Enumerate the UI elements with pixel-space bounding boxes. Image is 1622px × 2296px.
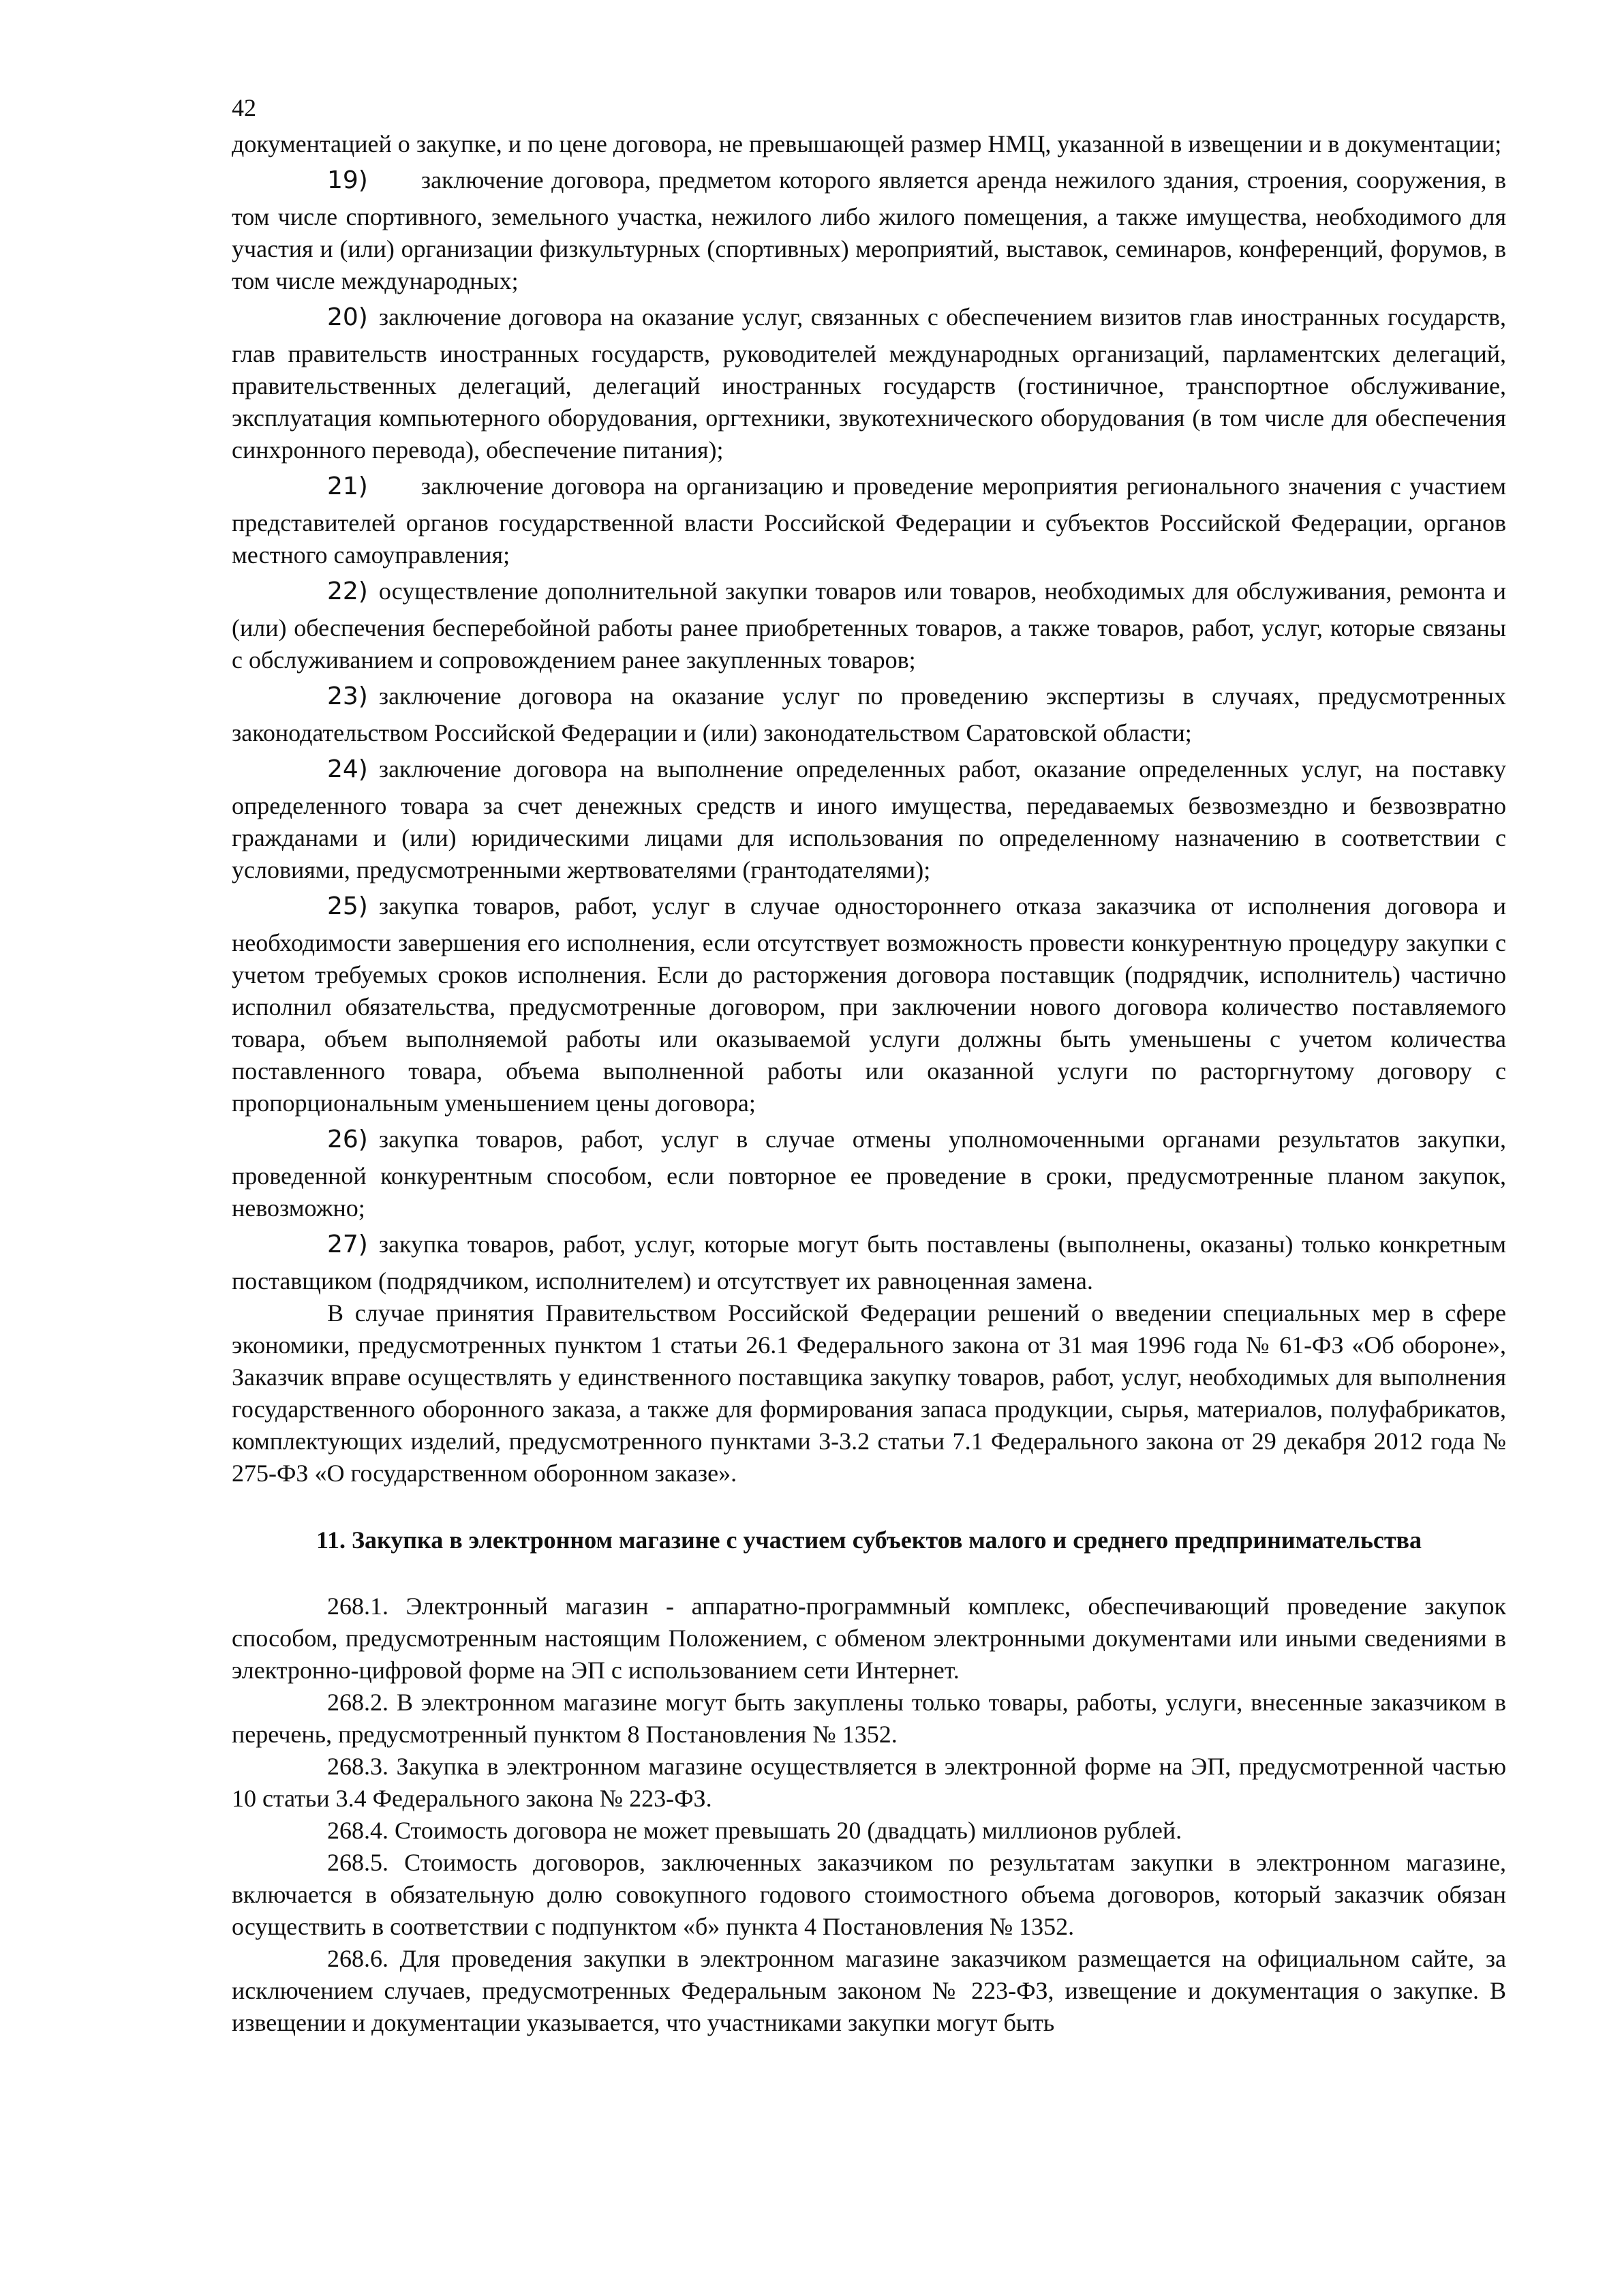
clause-268-4: 268.4. Стоимость договора не может превышать 20 (двадцать) миллионов рублей. (327, 1817, 1182, 1844)
item-number: 19) (327, 166, 368, 194)
item-number: 23) (327, 682, 368, 710)
clause-268-6: 268.6. Для проведения закупки в электронном магазине заказчиком размещается на официальном сайте, за исключением случаев, предусмотренных Федеральным законом № 223-ФЗ, извещение и документация о закупке. В извещении и документации указывается, что участниками закупки могут быть (232, 1945, 1506, 2036)
item-text: осуществление дополнительной закупки товаров или товаров, необходимых для обслуживания, ремонта и (или) обеспечения бесперебойной работы ранее приобретенных товаров, а также товаров, работ, услуг, которые связаны с обслуживанием и сопровождением ранее закупленных товаров; (232, 577, 1506, 674)
item-number: 27) (327, 1230, 368, 1258)
item-number: 24) (327, 755, 368, 783)
clause-268-1: 268.1. Электронный магазин - аппаратно-программный комплекс, обеспечивающий проведение закупок способом, предусмотренным настоящим Положением, с обменом электронными документами или иными сведениями в электронно-цифровой форме на ЭП с использованием сети Интернет. (232, 1592, 1506, 1684)
item-text: заключение договора, предметом которого является аренда нежилого здания, строения, сооружения, в том числе спортивного, земельного участка, нежилого либо жилого помещения, а также имущества, необходимого для участия и (или) организации физкультурных (спортивных) мероприятий, выставок, семинаров, конференций, форумов, в том числе международных; (232, 166, 1506, 294)
list-item-25 (232, 886, 1506, 1119)
item-number: 21) (327, 472, 368, 500)
item-number: 26) (327, 1126, 368, 1153)
intro-continuation: документацией о закупке, и по цене договора, не превышающей размер НМЦ, указанной в извещении и в документации; (232, 130, 1502, 157)
list-item-24 (232, 749, 1506, 886)
item-text: закупка товаров, работ, услуг в случае отмены уполномоченными органами результатов закупки, проведенной конкурентным способом, если повторное ее проведение в сроки, предусмотренные планом закупок, невозможно; (232, 1126, 1506, 1222)
clause-268-3: 268.3. Закупка в электронном магазине осуществляется в электронной форме на ЭП, предусмотренной частью 10 статьи 3.4 Федерального закона № 223-ФЗ. (232, 1753, 1506, 1812)
list-item-19 (232, 160, 1506, 297)
item-text: заключение договора на выполнение определенных работ, оказание определенных услуг, на поставку определенного товара за счет денежных средств и иного имущества, передаваемых безвозмездно и безвозвратно гражданами и (или) юридическими лицами для использования по определенному назначению в соответствии с условиями, предусмотренными жертвователями (грантодателями); (232, 755, 1506, 883)
item-text: закупка товаров, работ, услуг в случае одностороннего отказа заказчика от исполнения договора и необходимости завершения его исполнения, если отсутствует возможность провести конкурентную процедуру закупки с учетом требуемых сроков исполнения. Если до расторжения договора поставщик (подрядчик, исполнитель) частично исполнил обязательства, предусмотренные договором, при заключении нового договора количество поставляемого товара, объем выполняемой работы или оказываемой услуги должны быть уменьшены с учетом количества поставленного товара, объема выполненной работы или оказанной услуги по расторгнутому договору с пропорциональным уменьшением цены договора; (232, 892, 1506, 1117)
clause-268-5: 268.5. Стоимость договоров, заключенных заказчиком по результатам закупки в электронном магазине, включается в обязательную долю совокупного годового стоимостного объема договоров, который заказчик обязан осуществить в соответствии с подпунктом «б» пункта 4 Постановления № 1352. (232, 1849, 1506, 1940)
list-item-20 (232, 297, 1506, 466)
clause-268-2: 268.2. В электронном магазине могут быть закуплены только товары, работы, услуги, внесенные заказчиком в перечень, предусмотренный пунктом 8 Постановления № 1352. (232, 1689, 1506, 1748)
page-number: 42 (232, 94, 256, 121)
list-item-23 (232, 676, 1506, 749)
item-text: заключение договора на организацию и проведение мероприятия регионального значения с участием представителей органов государственной власти Российской Федерации и субъектов Российской Федерации, органов местного самоуправления; (232, 472, 1506, 569)
item-number: 20) (327, 303, 368, 331)
list-item-27 (232, 1224, 1506, 1297)
item-text: заключение договора на оказание услуг, связанных с обеспечением визитов глав иностранных государств, глав правительств иностранных государств, руководителей международных организаций, парламентских делегаций, правительственных делегаций, делегаций иностранных государств (гостиничное, транспортное обслуживание, эксплуатация компьютерного оборудования, оргтехники, звукотехнического оборудования (в том числе для обеспечения синхронного перевода), обеспечение питания); (232, 303, 1506, 464)
item-text: закупка товаров, работ, услуг, которые могут быть поставлены (выполнены, оказаны) только конкретным поставщиком (подрядчиком, исполнителем) и отсутствует их равноценная замена. (232, 1230, 1506, 1295)
list-item-26 (232, 1119, 1506, 1224)
item-number: 22) (327, 577, 368, 605)
list-item-21 (232, 466, 1506, 571)
document-page (232, 87, 1506, 2039)
item-text: заключение договора на оказание услуг по проведению экспертизы в случаях, предусмотренных законодательством Российской Федерации и (или) законодательством Саратовской области; (232, 682, 1506, 746)
list-item-22 (232, 571, 1506, 676)
item-number: 25) (327, 892, 368, 920)
section-heading: 11. Закупка в электронном магазине с участием субъектов малого и среднего предпринимательства (316, 1526, 1422, 1554)
defense-paragraph: В случае принятия Правительством Российской Федерации решений о введении специальных мер в сфере экономики, предусмотренных пунктом 1 статьи 26.1 Федерального закона от 31 мая 1996 года № 61-ФЗ «Об обороне», Заказчик вправе осуществлять у единственного поставщика закупку товаров, работ, услуг, необходимых для выполнения государственного оборонного заказа, а также для формирования запаса продукции, сырья, материалов, полуфабрикатов, комплектующих изделий, предусмотренного пунктами 3-3.2 статьи 7.1 Федерального закона от 29 декабря 2012 года № 275-ФЗ «О государственном оборонном заказе». (232, 1299, 1506, 1487)
